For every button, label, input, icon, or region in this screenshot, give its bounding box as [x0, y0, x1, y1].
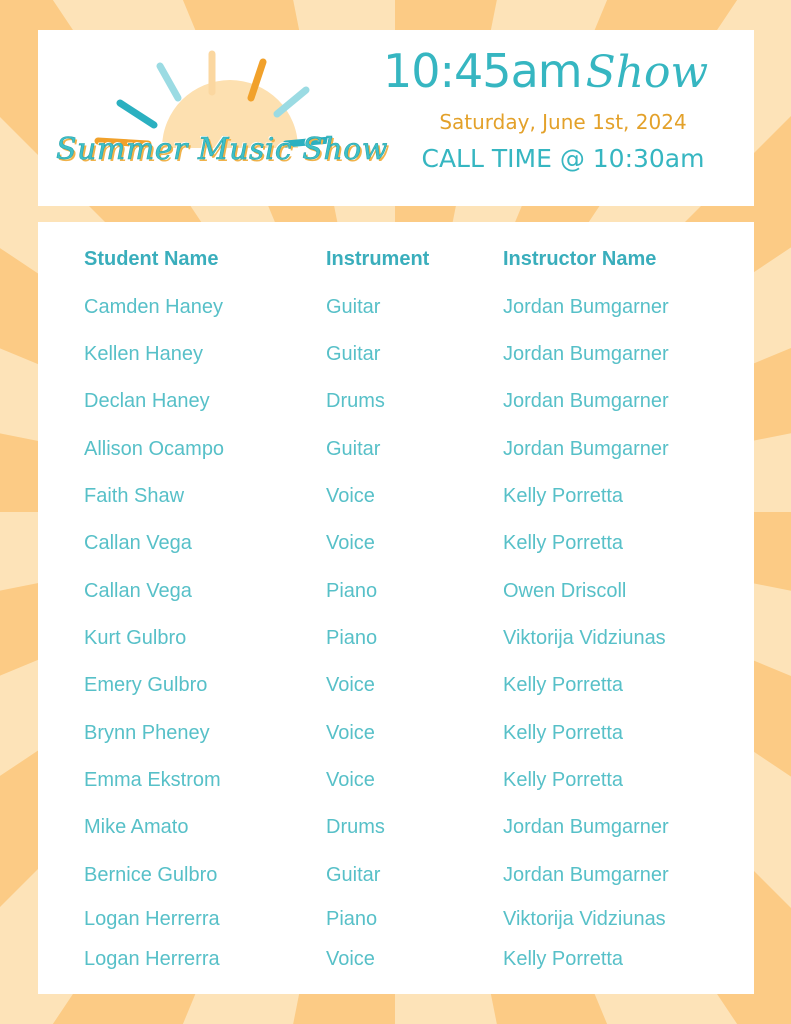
table-cell-instrument: Drums [326, 390, 385, 412]
column-header-student: Student Name [84, 248, 219, 270]
table-cell-instrument: Guitar [326, 864, 381, 886]
table-cell-student: Logan Herrerra [84, 908, 220, 930]
call-time: CALL TIME @ 10:30am [421, 144, 705, 173]
table-cell-instructor: Kelly Porretta [503, 674, 624, 696]
table-cell-instructor: Viktorija Vidziunas [503, 908, 666, 930]
table-cell-student: Kellen Haney [84, 343, 203, 365]
table-cell-instructor: Kelly Porretta [503, 485, 624, 507]
table-cell-student: Logan Herrerra [84, 948, 220, 970]
table-cell-student: Kurt Gulbro [84, 627, 187, 649]
table-cell-instructor: Jordan Bumgarner [503, 296, 669, 318]
table-cell-student: Camden Haney [84, 296, 223, 318]
table-cell-instrument: Piano [326, 580, 378, 602]
table-cell-instructor: Kelly Porretta [503, 769, 624, 791]
table-cell-student: Allison Ocampo [84, 438, 225, 460]
summer-music-show-logo [50, 48, 388, 198]
table-cell-instrument: Voice [326, 674, 375, 696]
table-cell-student: Faith Shaw [84, 485, 185, 507]
table-cell-instrument: Piano [326, 908, 378, 930]
table-cell-student: Callan Vega [84, 580, 192, 602]
table-cell-student: Emma Ekstrom [84, 769, 221, 791]
table-cell-instrument: Drums [326, 816, 385, 838]
table-cell-instructor: Jordan Bumgarner [503, 816, 669, 838]
show-time: 10:45am [383, 44, 582, 98]
table-cell-instructor: Jordan Bumgarner [503, 864, 669, 886]
table-cell-instrument: Guitar [326, 438, 381, 460]
table-cell-instructor: Viktorija Vidziunas [503, 627, 666, 649]
table-cell-student: Declan Haney [84, 390, 210, 412]
table-cell-student: Callan Vega [84, 532, 192, 554]
table-cell-instructor: Jordan Bumgarner [503, 343, 669, 365]
roster-table [38, 222, 754, 994]
table-cell-instrument: Voice [326, 769, 375, 791]
table-cell-instrument: Voice [326, 532, 375, 554]
table-cell-instrument: Guitar [326, 343, 381, 365]
table-cell-instrument: Voice [326, 722, 375, 744]
table-cell-student: Brynn Pheney [84, 722, 210, 744]
column-header-instructor: Instructor Name [503, 248, 657, 270]
show-word: Show [585, 47, 709, 98]
table-cell-instrument: Voice [326, 485, 375, 507]
logo-text: Summer Music Show [56, 132, 388, 167]
table-cell-instrument: Piano [326, 627, 378, 649]
table-cell-student: Mike Amato [84, 816, 189, 838]
column-header-instrument: Instrument [326, 248, 430, 270]
table-cell-instructor: Jordan Bumgarner [503, 390, 669, 412]
table-cell-instructor: Kelly Porretta [503, 948, 624, 970]
table-cell-instructor: Jordan Bumgarner [503, 438, 669, 460]
table-cell-instructor: Owen Driscoll [503, 580, 627, 602]
table-cell-instrument: Voice [326, 948, 375, 970]
table-cell-instructor: Kelly Porretta [503, 532, 624, 554]
show-time-heading [383, 44, 708, 98]
header-card [38, 30, 754, 206]
table-cell-student: Bernice Gulbro [84, 864, 218, 886]
show-date: Saturday, June 1st, 2024 [439, 110, 687, 134]
sun-icon [50, 48, 370, 198]
table-cell-instructor: Kelly Porretta [503, 722, 624, 744]
table-cell-instrument: Guitar [326, 296, 381, 318]
table-cell-student: Emery Gulbro [84, 674, 208, 696]
